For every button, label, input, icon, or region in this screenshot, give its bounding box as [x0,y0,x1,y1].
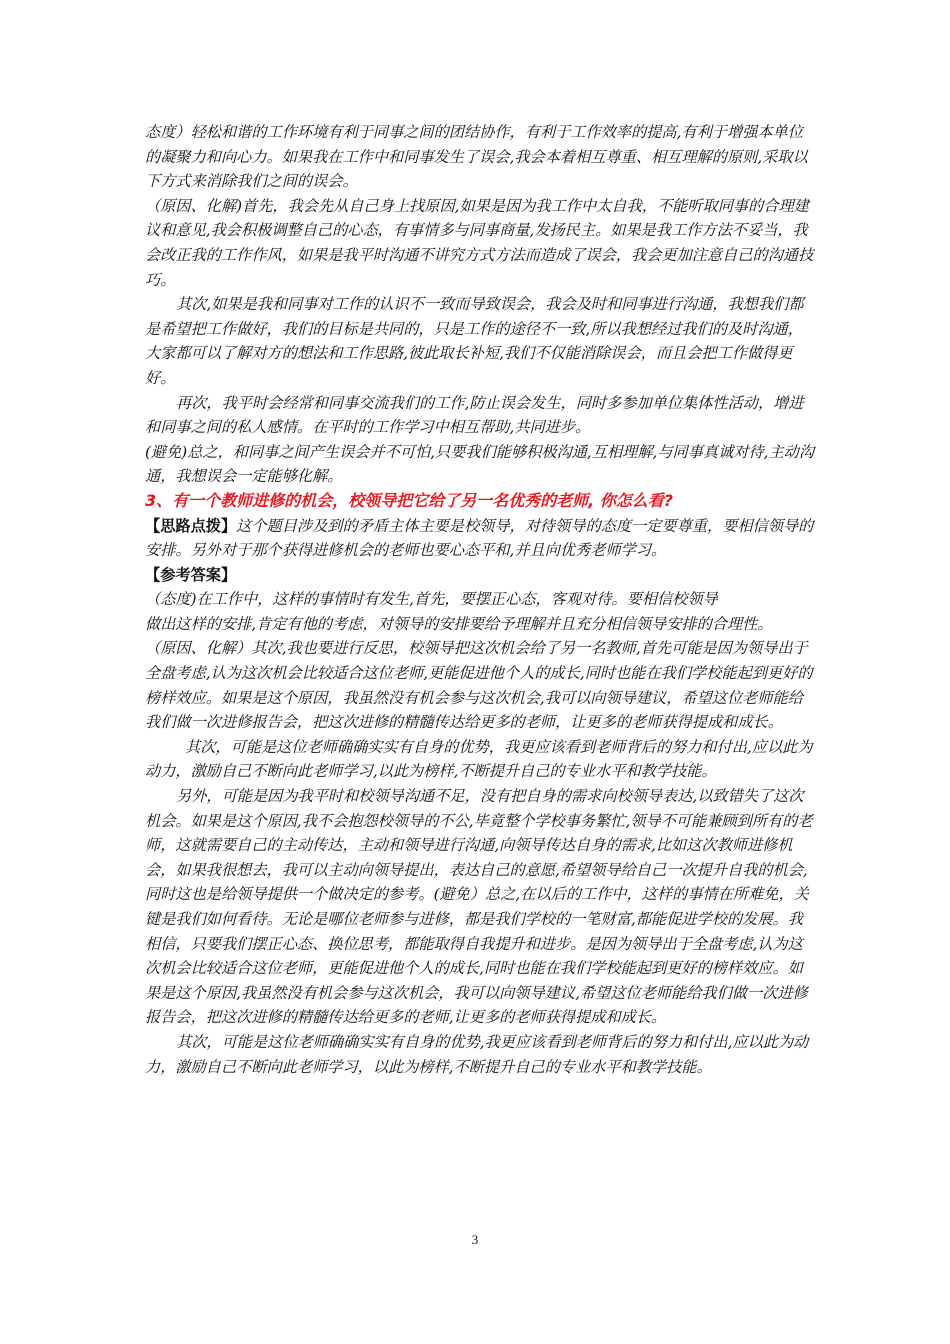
paragraph: 其次,如果是我和同事对工作的认识不一致而导致误会，我会及时和同事进行沟通，我想我们都是希望把工作做好，我们的目标是共同的，只是工作的途径不一致,所以我想经过我们的及时沟通，大家都可以了解对方的想法和工作思路,彼此取长补短,我们不仅能消除误会，而且会把工作做得更好。 [145,295,804,387]
question-heading: 3、有一个教师进修的机会，校领导把它给了另一名优秀的老师, 你怎么看? [145,490,674,510]
answer-paragraph: 做出这样的安排,肯定有他的考虑，对领导的安排要给予理解并且充分相信领导安排的合理性。 [145,614,773,633]
page-number: 3 [471,1232,479,1247]
paragraph: 态度）轻松和谐的工作环境有利于同事之间的团结协作，有利于工作效率的提高,有利于增强本单位的凝聚力和向心力。如果我在工作中和同事发生了误会,我会本着相互尊重、相互理解的原则,采取以下方式来消除我们之间的误会。 [145,123,808,191]
answer-paragraph: 其次，可能是这位老师确确实实有自身的优势，我更应该看到老师背后的努力和付出,应以此为动力，激励自己不断向此老师学习,以此为榜样,不断提升自己的专业水平和教学技能。 [145,737,813,781]
answer-paragraph: （态度)在工作中，这样的事情时有发生,首先，要摆正心态，客观对待。要相信校领导 [145,590,718,609]
answer-label: 【参考答案】 [145,565,237,584]
hint-text: 这个题目涉及到的矛盾主体主要是校领导，对待领导的态度一定要尊重，要相信领导的安排。另外对于那个获得进修机会的老师也要心态平和,并且向优秀老师学习。 [145,516,814,560]
paragraph: (避免)总之，和同事之间产生误会并不可怕,只要我们能够积极沟通,互相理解,与同事真诚对待,主动沟通，我想误会一定能够化解。 [145,442,815,486]
hint-paragraph [145,514,815,563]
document-body [145,120,815,1079]
answer-paragraph: 另外，可能是因为我平时和校领导沟通不足，没有把自身的需求向校领导表达,以致错失了这次机会。如果是这个原因,我不会抱怨校领导的不公,毕竟整个学校事务繁忙,领导不可能兼顾到所有的老师，这就需要自己的主动传达，主动和领导进行沟通,向领导传达自身的需求,比如这次教师进修机会，如果我很想去，我可以主动向领导提出，表达自己的意愿,希望领导给自己一次提升自我的机会,同时这也是给领导提供一个做决定的参考。(避免）总之,在以后的工作中，这样的事情在所难免，关键是我们如何看待。无论是哪位老师参与进修，都是我们学校的一笔财富,都能促进学校的发展。我相信，只要我们摆正心态、换位思考，都能取得自我提升和进步。是因为领导出于全盘考虑,认为这次机会比较适合这位老师，更能促进他个人的成长,同时也能在我们学校能起到更好的榜样效应。如果是这个原因,我虽然没有机会参与这次机会，我可以向领导建议,希望这位老师能给我们做一次进修报告会，把这次进修的精髓传达给更多的老师,让更多的老师获得提成和成长。 [145,787,813,1027]
answer-paragraph: 其次，可能是这位老师确确实实有自身的优势,我更应该看到老师背后的努力和付出,应以此为动力，激励自己不断向此老师学习，以此为榜样,不断提升自己的专业水平和教学技能。 [145,1032,809,1076]
paragraph: 再次，我平时会经常和同事交流我们的工作,防止误会发生，同时多参加单位集体性活动，增进和同事之间的私人感情。在平时的工作学习中相互帮助,共同进步。 [145,393,804,437]
hint-label: 【思路点拨】 [145,516,237,535]
paragraph: （原因、化解)首先，我会先从自己身上找原因,如果是因为我工作中太自我，不能听取同事的合理建议和意见,我会积极调整自己的心态，有事情多与同事商量,发扬民主。如果是我工作方法不妥当，我会改正我的工作作风，如果是我平时沟通不讲究方式方法而造成了误会，我会更加注意自己的沟通技巧。 [145,196,814,289]
answer-paragraph: （原因、化解）其次,我也要进行反思，校领导把这次机会给了另一名教师,首先可能是因为领导出于全盘考虑,认为这次机会比较适合这位老师,更能促进他个人的成长,同时也能在我们学校能起到更好的榜样效应。如果是这个原因，我虽然没有机会参与这次机会,我可以向领导建议，希望这位老师能给我们做一次进修报告会，把这次进修的精髓传达给更多的老师，让更多的老师获得提成和成长。 [145,639,813,732]
